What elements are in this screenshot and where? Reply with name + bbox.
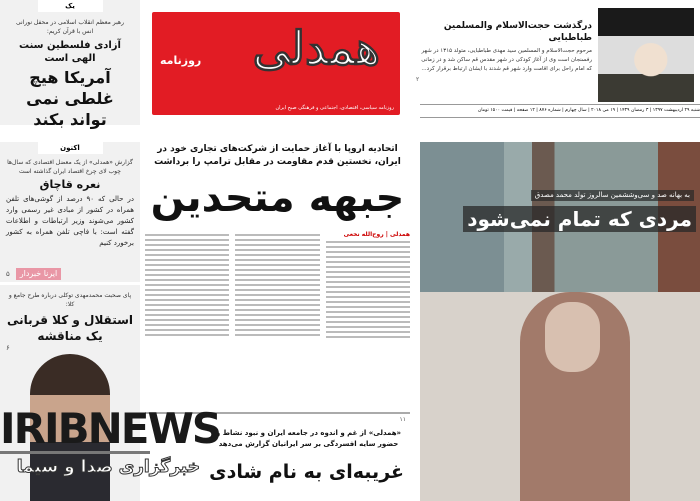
feature-story[interactable] bbox=[420, 142, 700, 501]
obituary-story[interactable] bbox=[410, 8, 700, 102]
body-column bbox=[235, 231, 319, 341]
headline: استقلال و کلا قربانی یک مناقشه bbox=[6, 313, 134, 343]
body-text: در حالی که ۹۰ درصد از گوشی‌های تلفن همراه در کشور از مبادی غیر رسمی وارد کشور می‌شوند وزیر ارتباطات و اطلاعات گفته است: با فاچی تلفن همراه به کشور برخورد کنیم bbox=[6, 195, 134, 247]
overlay-watermark: ایرنا خبردار bbox=[16, 268, 62, 280]
cleric-photo bbox=[598, 8, 694, 102]
body-text: مرحوم حجت‌الاسلام و المسلمین سید مهدی طباطبایی، متولد ۱۳۱۵ در شهر رفسنجان است وی از آغاز کودکی در شهر مقدس قم ساکن شد و در زمانی که امام راحل برای اقامت وارد شهر قم شدند با ایشان ارتباط برقرار کرد... bbox=[421, 48, 592, 72]
left-box-2[interactable] bbox=[0, 142, 140, 282]
logo-prefix: روزنامه bbox=[160, 54, 202, 67]
kicker: گزارش «همدلی» از یک معضل اقتصادی که سال‌ها چوب لای چرخ اقتصاد ایران گذاشته است bbox=[7, 159, 133, 175]
kicker: رهبر معظم انقلاب اسلامی در محفل نورانی انس با قرآن کریم: bbox=[16, 19, 124, 35]
iribnews-watermark bbox=[0, 404, 221, 501]
section-tab: اکنون bbox=[38, 142, 103, 154]
tagline: روزنامه سیاسی، اقتصادی، اجتماعی و فرهنگی صبح ایران bbox=[275, 105, 394, 111]
page-number: ۶ bbox=[6, 344, 10, 352]
headline: آمریکا هیچ غلطی نمی تواند بکند bbox=[26, 68, 114, 129]
page-number: ۲ bbox=[416, 76, 420, 83]
section-tab: یک bbox=[38, 0, 103, 12]
body-column bbox=[326, 241, 410, 338]
masthead-logo bbox=[152, 12, 400, 115]
page-number: ۵ bbox=[6, 270, 10, 278]
lead-story[interactable] bbox=[145, 143, 410, 341]
watermark-brand: IRIBNEWS bbox=[0, 404, 221, 453]
kicker: «همدلی» از غم و اندوه در جامعه ایران و نبود نشاط و حضور سایه افسردگی بر سر ایرانیان گزارش می‌دهد bbox=[215, 429, 402, 448]
headline: نعره قاچاق bbox=[39, 178, 101, 191]
watermark-subtitle: خبرگزاری صدا و سیما bbox=[16, 457, 200, 477]
kicker: به بهانه صد و سی‌وششمین سالروز تولد محمد مصدق bbox=[531, 190, 694, 201]
headline: غریبه‌ای به نام شادی bbox=[209, 461, 404, 483]
dateline: شنبه ۲۹ اردیبهشت ۱۳۹۷ | ۳ رمضان ۱۴۳۹ | ۱۹ می ۲۰۱۸ | سال چهارم | شماره ۸۷۶ | ۱۲ صفحه | قیمت ۱۵۰۰ تومان bbox=[420, 104, 700, 118]
kicker: پای صحبت محمدمهدی توکلی درباره طرح جامع و کلا: bbox=[8, 292, 132, 308]
logo-name: همدلی bbox=[252, 21, 380, 75]
kicker: اتحادیه اروپا با آغاز حمایت از شرکت‌های تجاری خود در ایران، نخستین قدم مقاومت در مقابل ترامپ را برداشت bbox=[154, 144, 401, 167]
subheadline: آزادی فلسطین سنت الهی است bbox=[18, 40, 121, 64]
byline: همدلی | روح‌الله نخعی bbox=[343, 231, 410, 238]
body-column bbox=[145, 231, 229, 341]
page-number: ۱۱ bbox=[399, 416, 406, 423]
headline: درگذشت حجت‌الاسلام والمسلمین طباطبایی bbox=[443, 21, 592, 43]
headline: مردی که تمام نمی‌شود bbox=[463, 206, 696, 232]
headline: جبهه متحدین bbox=[150, 175, 405, 221]
left-box-1[interactable] bbox=[0, 0, 140, 129]
